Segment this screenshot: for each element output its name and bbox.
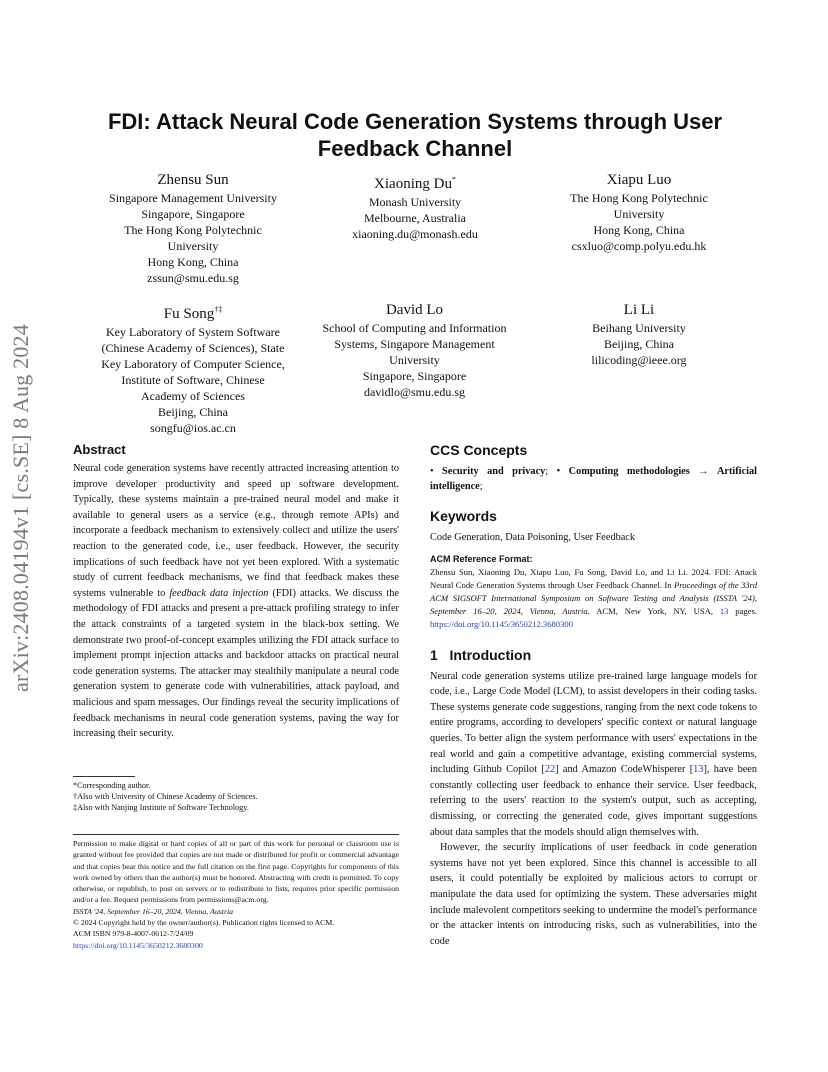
author-email: zssun@smu.edu.sg <box>147 271 239 285</box>
author-affiliation: Key Laboratory of Computer Science, <box>101 357 285 371</box>
author-affiliation: The Hong Kong Polytechnic <box>570 191 708 205</box>
doi-link[interactable]: https://doi.org/10.1145/3650212.3680300 <box>73 940 203 950</box>
author-affiliation: Beihang University <box>592 321 686 335</box>
abstract-emphasis: feedback data injection <box>169 587 269 599</box>
author-affiliation: Singapore, Singapore <box>141 207 245 221</box>
abstract-text-part: (FDI) attacks. We discuss the methodology of FDI attacks and present a pre-attack profiling strategy to infer the attack constraints of a targeted system in the black-box setting. We demonstrate two proof-of-concept examples utilizing the FDI attack surface to implement prompt injection attacks and backdoor attacks on practical neural code generation systems. The attacker may stealthily manipulate a neural code generation system to generate code with vulnerabilities, attack payload, and malicious and spam messages. Our findings reveal the security implications of feedback mechanisms in neural code generation systems, paving the way for increasing their security. <box>73 587 399 740</box>
author-affiliation: Key Laboratory of System Software <box>106 325 280 339</box>
author-name: Zhensu Sun <box>157 172 229 188</box>
author-affiliation: University <box>613 207 665 221</box>
citation-link[interactable]: 22 <box>544 764 556 776</box>
ccs-heading: CCS Concepts <box>430 442 528 458</box>
intro-text: ], have been constantly collecting user feedback to enhance their service. User feedback, referring to the users' reaction to the system's output, such as accepting, dismissing, or correcting the generated code, gives important suggestions about data samples that the models should align themselves with. <box>430 764 758 838</box>
author-affiliation: Singapore, Singapore <box>362 369 467 383</box>
ref-authors: Zhensu Sun, Xiaoning Du, Xiapu Luo, Fu Song, David Lo, and Li Li. 2024. FDI: Attack Neural Code Generation Systems through User Feedback Channel. In <box>430 566 757 590</box>
ref-proceedings: Proceedings of the 33rd ACM SIGSOFT International Symposium on Software Testing and Analysis (ISSTA '24), September 16–20, 2024, Vienna, Austria. <box>430 579 757 616</box>
author-email: lilicoding@ieee.org <box>591 353 687 367</box>
author-affiliation: Singapore Management University <box>109 191 277 205</box>
section-number: 1 <box>430 646 438 663</box>
footnote-rule <box>73 776 135 777</box>
author-name: Fu Song <box>163 306 215 322</box>
author-affiliation: University <box>389 353 440 367</box>
ref-doi-link[interactable]: https://doi.org/10.1145/3650212.3680300 <box>430 618 573 629</box>
abstract-section <box>73 442 399 742</box>
isbn-line: ACM ISBN 979-8-4007-0612-7/24/09 <box>73 929 194 939</box>
intro-paragraph-1 <box>430 669 757 841</box>
author-affiliation: The Hong Kong Polytechnic <box>124 223 262 237</box>
author-affiliation: Hong Kong, China <box>593 223 685 237</box>
author-affiliation: University <box>167 239 219 253</box>
copyright-line: © 2024 Copyright held by the owner/author(s). Publication rights licensed to ACM. <box>73 918 335 928</box>
author-marks: †‡ <box>214 305 223 314</box>
author-affiliation: Monash University <box>368 195 462 209</box>
footnotes <box>73 780 399 814</box>
intro-text: ] and Amazon CodeWhisperer [ <box>555 764 694 776</box>
permission-text: Permission to make digital or hard copies of all or part of this work for personal or classroom use is granted without fee provided that copies are not made or distributed for profit or commercial advantage and that copies bear this notice and the full citation on the first page. Copyrights for components of this work owned by others than the author(s) must be honored. Abstracting with credit is permitted. To copy otherwise, or republish, to post on servers or to redistribute to lists, requires prior specific permission and/or a fee. Request permissions from permissions@acm.org. <box>73 839 399 905</box>
author-4 <box>78 300 308 436</box>
author-name: Xiaoning Du <box>374 176 452 192</box>
author-affiliation: Institute of Software, Chinese <box>121 373 265 387</box>
ref-pages-suffix: pages. <box>728 605 757 616</box>
ccs-item: Artificial intelligence <box>430 466 757 492</box>
author-name: David Lo <box>385 302 444 318</box>
section-title: Introduction <box>449 646 532 663</box>
author-1 <box>88 170 298 286</box>
author-marks: * <box>451 175 456 184</box>
footnote: ‡Also with Nanjing Institute of Software Technology. <box>73 803 249 813</box>
author-email: davidlo@smu.edu.sg <box>363 385 466 399</box>
ccs-arrow: → <box>689 466 717 477</box>
keywords-text: Code Generation, Data Poisoning, User Feedback <box>430 532 636 543</box>
intro-paragraph-2: However, the security implications of user feedback in code generation systems have not yet been explored. Since this channel is accessible to all users, it could potentially be exploited by malicious actors to corrupt or manipulate the data used for optimizing the system. These adversaries might include malevolent competitors seeking to undermine the model's performance or the attacker intents on introducing risks, such as vulnerabilities, into the code <box>430 842 757 947</box>
paper-title: FDI: Attack Neural Code Generation Systems through User Feedback Channel <box>107 109 723 161</box>
abstract-text <box>73 461 399 742</box>
author-affiliation: Systems, Singapore Management <box>334 337 495 351</box>
author-affiliation: School of Computing and Information <box>322 321 507 335</box>
footnote: †Also with University of Chinese Academy of Sciences. <box>73 792 258 802</box>
author-name: Xiapu Luo <box>606 172 672 188</box>
ccs-concepts: • Security and privacy; • Computing methodologies → Artificial intelligence; <box>430 466 757 492</box>
venue-line: ISSTA '24, September 16–20, 2024, Vienna, Austria <box>73 906 234 916</box>
permission-rule <box>73 834 399 835</box>
author-email: songfu@ios.ac.cn <box>150 421 236 435</box>
abstract-heading: Abstract <box>73 442 126 457</box>
ref-publisher: ACM, New York, NY, USA, <box>589 605 720 616</box>
author-email: csxluo@comp.polyu.edu.hk <box>571 239 707 253</box>
arxiv-stamp: arXiv:2408.04194v1 [cs.SE] 8 Aug 2024 <box>8 324 33 692</box>
author-email: xiaoning.du@monash.edu <box>352 227 478 241</box>
author-affiliation: Hong Kong, China <box>147 255 239 269</box>
author-affiliation: Academy of Sciences <box>141 389 245 403</box>
acm-ref-text <box>430 566 757 631</box>
abstract-text-part: Neural code generation systems have recently attracted increasing attention to improve developer productivity and speed up software development. Typically, these systems maintain a pre-trained neural model and make it available to general users as a service (e.g., through remote APIs) and incorporate a feedback mechanism to extensively collect and utilize the users' reaction to the generated code, i.e., user feedback. However, the security implications of such feedback have not yet been explored. With a systematic study of current feedback mechanisms, we find that feedback makes these systems vulnerable to <box>73 463 399 599</box>
intro-heading <box>430 647 757 663</box>
author-2 <box>310 170 520 242</box>
author-affiliation: Beijing, China <box>604 337 674 351</box>
permission-block <box>73 838 399 951</box>
ccs-separator: ; • <box>545 466 569 477</box>
author-affiliation: (Chinese Academy of Sciences), State <box>101 341 285 355</box>
author-3 <box>534 170 744 254</box>
ccs-end: ; <box>479 481 483 492</box>
footnote: *Corresponding author. <box>73 781 151 790</box>
ref-pages[interactable]: 13 <box>719 605 729 616</box>
author-affiliation: Melbourne, Australia <box>364 211 466 225</box>
author-6 <box>534 300 744 368</box>
citation-link[interactable]: 13 <box>693 764 704 776</box>
right-column <box>430 442 757 949</box>
author-5 <box>302 300 527 400</box>
keywords-heading: Keywords <box>430 508 497 524</box>
acm-ref-heading: ACM Reference Format: <box>430 553 533 564</box>
author-name: Li Li <box>623 302 655 318</box>
ccs-item: Security and privacy <box>442 466 546 477</box>
intro-text: Neural code generation systems utilize pre-trained large language models for code, i.e., Large Code Model (LCM), to assist developers in their coding tasks. These systems generate code suggestions, ranging from the next code tokens to entire programs, according to developers' specific context or natural language queries. To better align the system performance with users' expectations in the real world and gain a competitive advantage, existing commercial systems, including Github Copilot [ <box>430 670 757 776</box>
ccs-item: Computing methodologies <box>568 466 690 477</box>
author-affiliation: Beijing, China <box>158 405 228 419</box>
